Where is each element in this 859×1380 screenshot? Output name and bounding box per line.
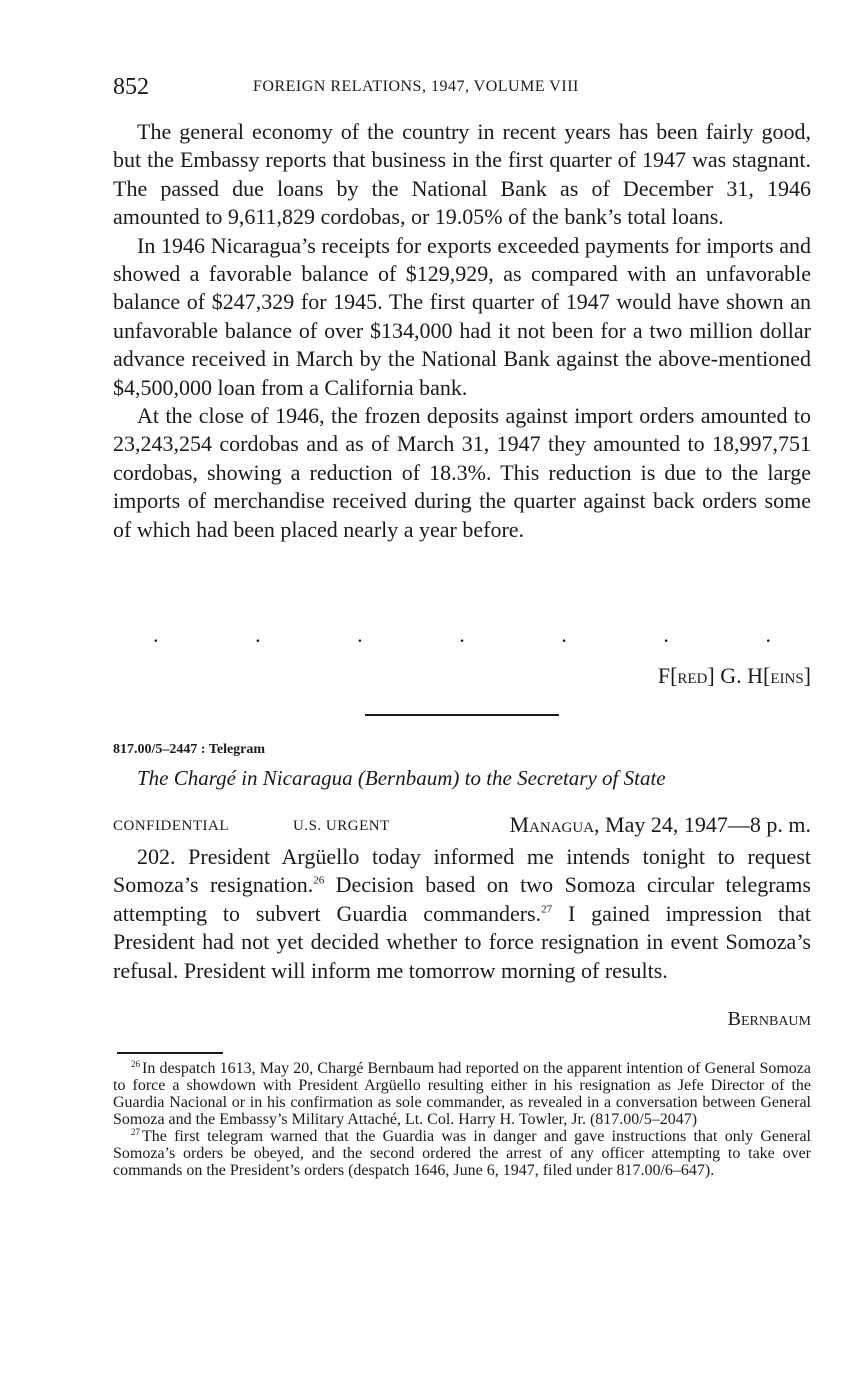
section-divider	[365, 714, 559, 716]
footnote-mark: 26	[131, 1058, 140, 1069]
classification-label: CONFIDENTIAL	[113, 818, 229, 834]
paragraph-frozen-deposits: At the close of 1946, the frozen deposits against import orders amounted to 23,243,254 cordobas and as of March 31, 1947 they amounted to 18,997,751 cordobas, showing a reduction of 18.3%. This reduction is due to the large imports of merchandise received during the quarter against back orders some of which had been placed nearly a year before.	[113, 403, 811, 542]
document-page	[113, 0, 811, 1380]
footnote-ref-27: 27	[541, 903, 553, 916]
dateline-place: Managua	[509, 812, 595, 837]
priority-label: U.S. URGENT	[293, 818, 390, 834]
dateline	[509, 812, 811, 838]
report-body	[113, 118, 811, 544]
ellipsis-dot: .	[561, 622, 567, 647]
document-title: The Chargé in Nicaragua (Bernbaum) to the Secretary of State	[137, 766, 666, 790]
footnote-rule	[117, 1052, 223, 1054]
page-header	[113, 72, 811, 102]
footnote-text: The first telegram warned that the Guardia was in danger and gave instructions that only General Somoza’s orders be obeyed, and the second ordered the arrest of any officer attempting to take over commands on the President’s orders (despatch 1646, June 6, 1947, filed under 817.00/6–647).	[113, 1128, 811, 1179]
footnotes	[113, 1060, 811, 1179]
ellipsis-dot: .	[153, 622, 159, 647]
ellipsis-dot: .	[459, 622, 465, 647]
file-reference: 817.00/5–2447 : Telegram	[113, 742, 266, 757]
footnote-ref-26: 26	[313, 875, 325, 888]
telegram-paragraph: 202. President Argüello today informed me intends tonight to request Somoza’s resignation.$^{26}$ Decision based on two Somoza circular telegrams attempting to subvert Guardia commanders.$^{27}$ I gained impression that President had not yet decided whether to force resignation in event Somoza’s refusal. President will inform me tomorrow morning of results.	[113, 844, 811, 983]
footnote-text: In despatch 1613, May 20, Chargé Bernbaum had reported on the apparent intention of General Somoza to force a showdown with President Argüello resulting either in his resignation as Jefe Director of the Guardia Nacional or in his confirmation as sole commander, as revealed in a conversation between General Somoza and the Embassy’s Military Attaché, Lt. Col. Harry H. Towler, Jr. (817.00/5–2047)	[113, 1060, 811, 1128]
telegram-meta-line	[113, 812, 811, 840]
ellipsis-dot: .	[357, 622, 363, 647]
telegram-body	[113, 843, 811, 985]
paragraph-trade-balance: In 1946 Nicaragua’s receipts for exports exceeded payments for imports and showed a favorable balance of $129,929, as compared with an unfavorable balance of $247,329 for 1945. The first quarter of 1947 would have shown an unfavorable balance of over $134,000 had it not been for a two million dollar advance received in March by the National Bank against the above-mentioned $4,500,000 loan from a California bank.	[113, 232, 811, 400]
ellipsis-dot: .	[255, 622, 261, 647]
signature-bernbaum: Bernbaum	[727, 1008, 811, 1030]
running-head: FOREIGN RELATIONS, 1947, VOLUME VIII	[253, 78, 579, 95]
ellipsis-dot: .	[765, 622, 771, 647]
signature-heins: F[red] G. H[eins]	[657, 663, 811, 688]
footnote-27	[113, 1128, 811, 1179]
page-number: 852	[113, 74, 149, 100]
footnote-26	[113, 1060, 811, 1128]
footnote-mark: 27	[131, 1126, 140, 1137]
ellipsis-dot: .	[663, 622, 669, 647]
paragraph-economy: The general economy of the country in recent years has been fairly good, but the Embassy reports that business in the first quarter of 1947 was stagnant. The passed due loans by the National Bank as of December 31, 1946 amounted to 9,611,829 cordobas, or 19.05% of the bank’s total loans.	[113, 119, 811, 230]
omission-ellipsis	[153, 622, 771, 648]
dateline-date: , May 24, 1947—8 p. m.	[594, 812, 811, 837]
